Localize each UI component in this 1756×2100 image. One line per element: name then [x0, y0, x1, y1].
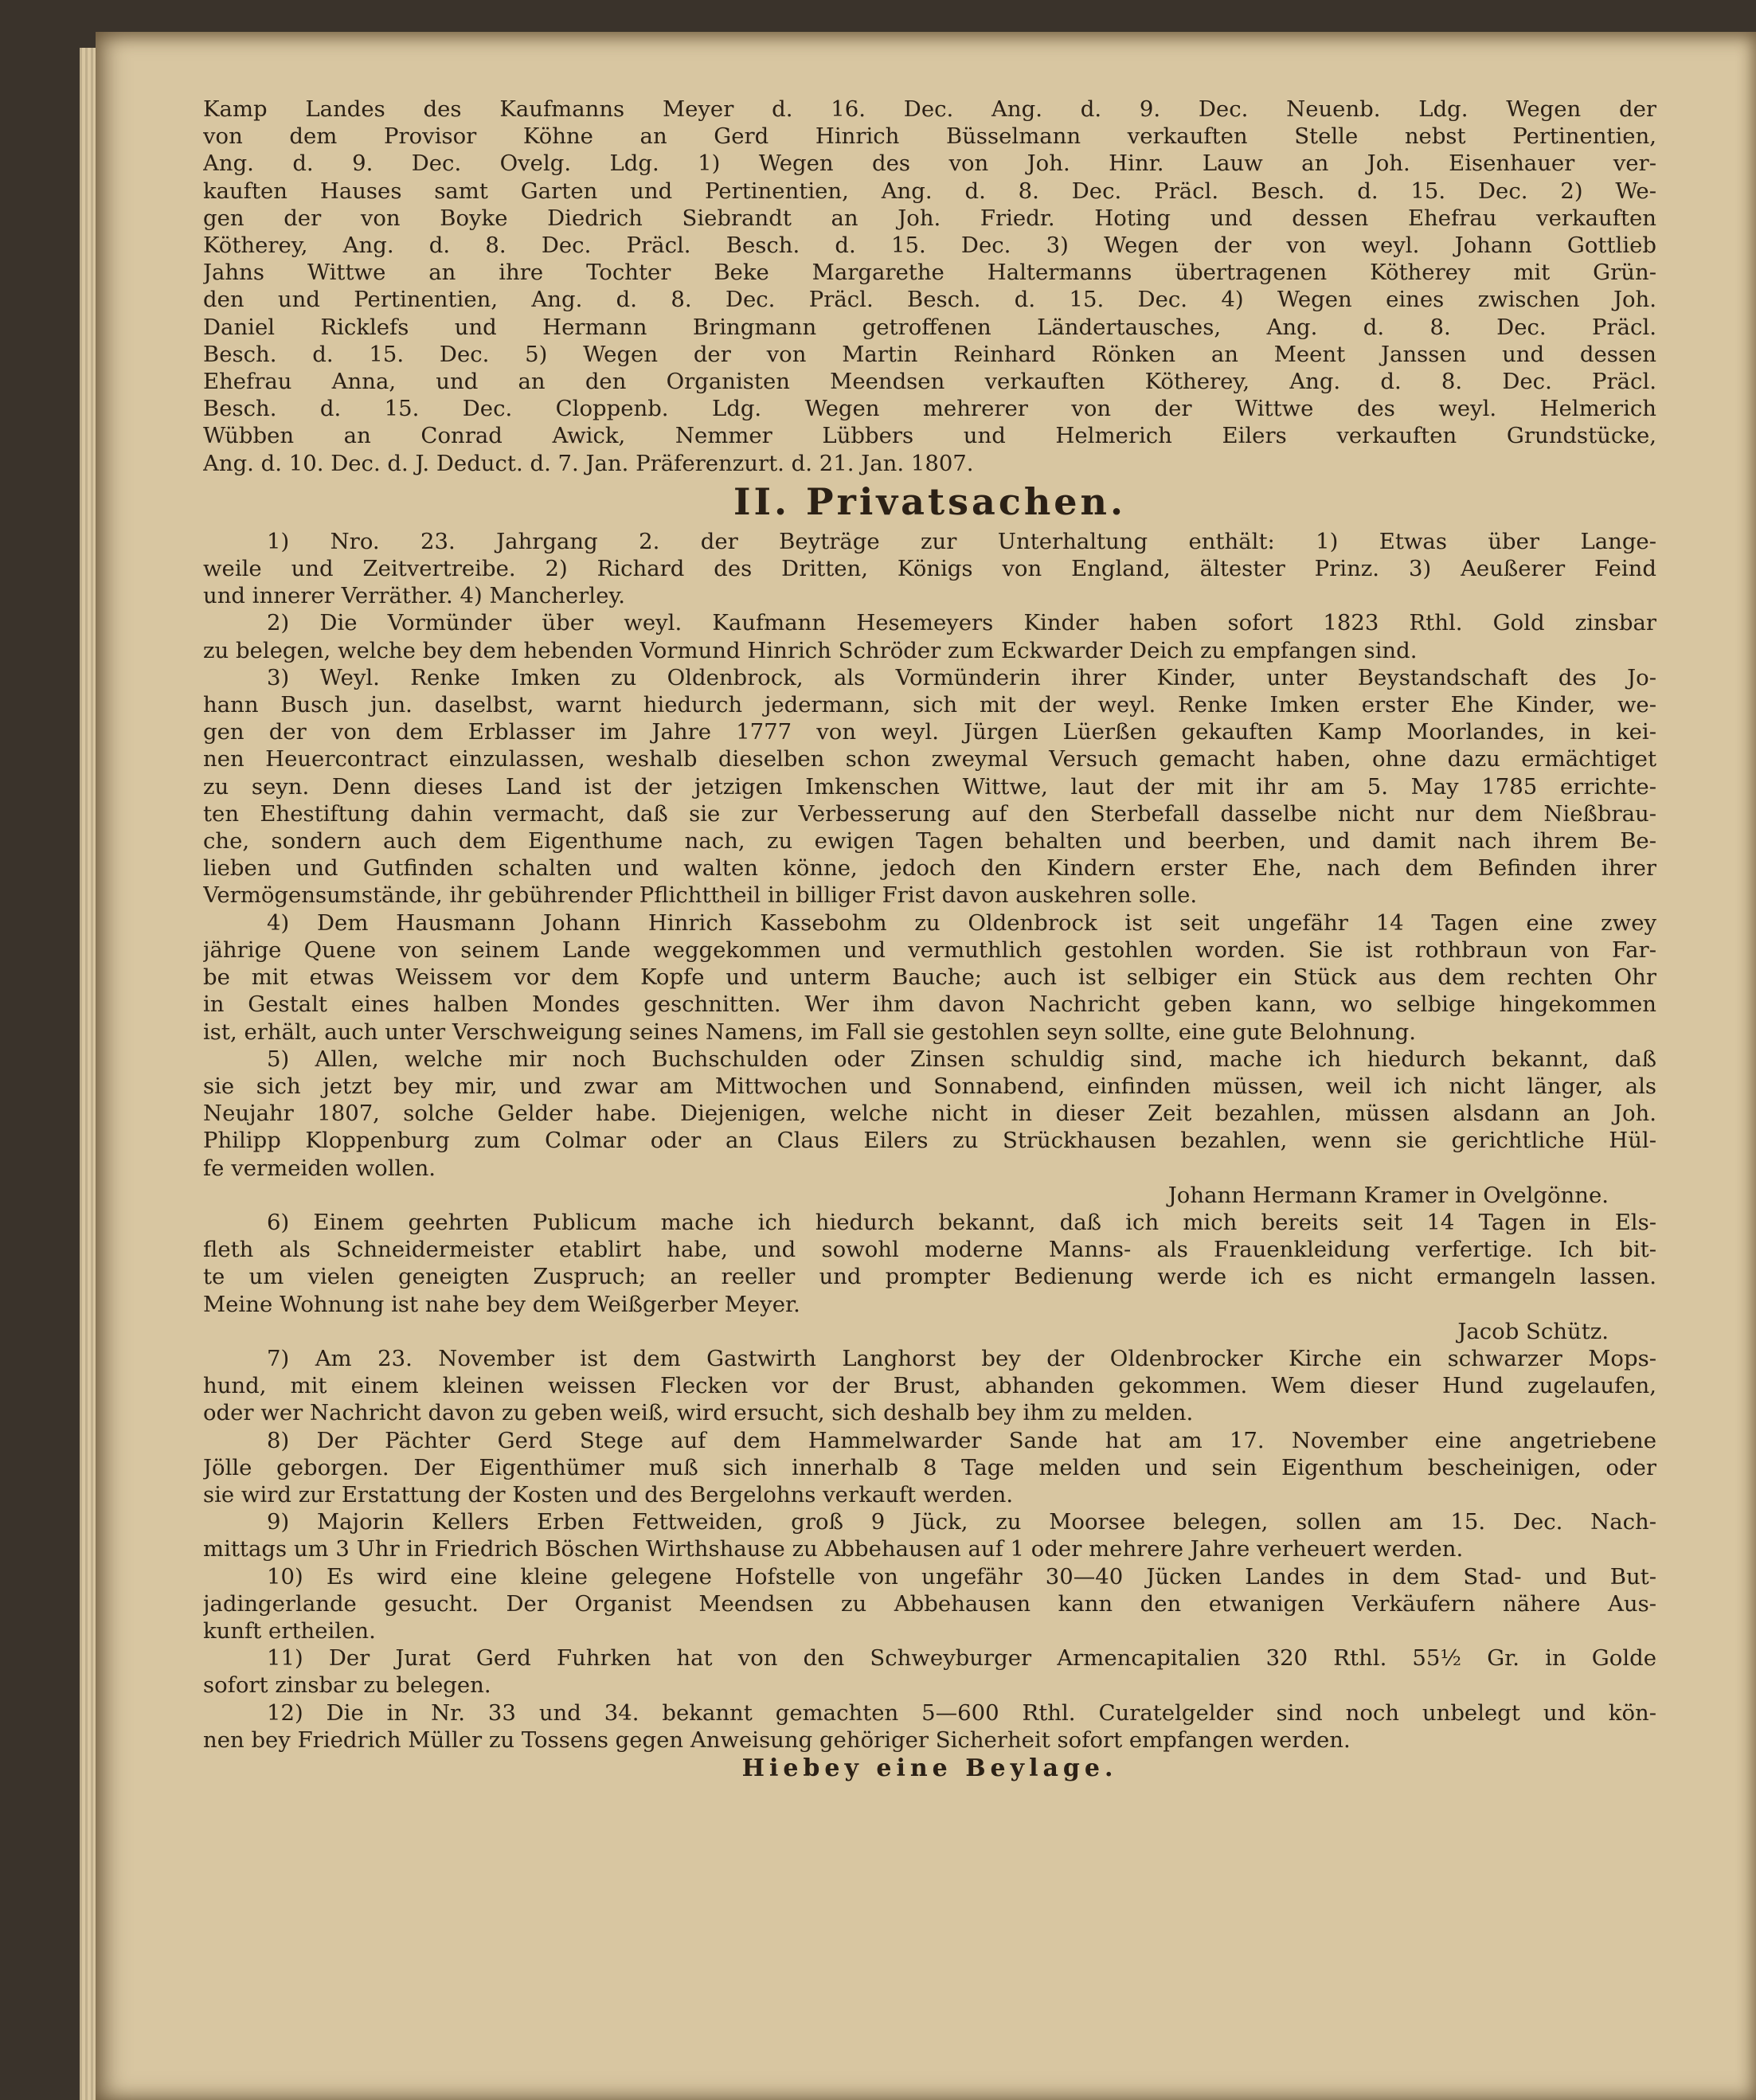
text-line: Kamp Landes des Kaufmanns Meyer d. 16. Dec. Ang. d. 9. Dec. Neuenb. Ldg. Wegen der: [203, 96, 1656, 122]
text-line: Daniel Ricklefs und Hermann Bringmann getroffenen Ländertausches, Ang. d. 8. Dec. Präcl.: [203, 314, 1656, 340]
text-line: lieben und Gutfinden schalten und walten könne, jedoch den Kindern erster Ehe, nach dem Befinden ihrer: [203, 855, 1656, 882]
text-line: in Gestalt eines halben Mondes geschnitten. Wer ihm davon Nachricht geben kann, wo selbige hingekommen: [203, 991, 1656, 1018]
signature: Johann Hermann Kramer in Ovelgönne.: [1167, 1182, 1609, 1208]
public-notices: [203, 96, 1656, 477]
text-line: 9) Majorin Kellers Erben Fettweiden, groß 9 Jück, zu Moorsee belegen, sollen am 15. Dec. Nach-: [267, 1509, 1656, 1535]
text-line: nen bey Friedrich Müller zu Tossens gegen Anweisung gehöriger Sicherheit sofort empfangen werden.: [203, 1727, 1351, 1753]
text-line: sie wird zur Erstattung der Kosten und des Bergelohns verkauft werden.: [203, 1481, 1014, 1508]
text-line: ist, erhält, auch unter Verschweigung seines Namens, im Fall sie gestohlen seyn sollte, eine gute Belohnung.: [203, 1019, 1416, 1045]
text-line: 6) Einem geehrten Publicum mache ich hiedurch bekannt, daß ich mich bereits seit 14 Tagen in Els-: [267, 1209, 1656, 1235]
text-line: jährige Quene von seinem Lande weggekommen und vermuthlich gestohlen worden. Sie ist rothbraun von Far-: [203, 937, 1656, 963]
text-line: Meine Wohnung ist nahe bey dem Weißgerber Meyer.: [203, 1291, 800, 1317]
text-line: 3) Weyl. Renke Imken zu Oldenbrock, als Vormünderin ihrer Kinder, unter Beystandschaft des Jo-: [267, 664, 1656, 690]
text-line: zu belegen, welche bey dem hebenden Vormund Hinrich Schröder zum Eckwarder Deich zu empfangen sind.: [203, 637, 1418, 663]
text-line: Jölle geborgen. Der Eigenthümer muß sich innerhalb 8 Tage melden und sein Eigenthum bescheinigen, oder: [203, 1454, 1656, 1480]
text-line: hund, mit einem kleinen weissen Flecken vor der Brust, abhanden gekommen. Wem dieser Hund zugelaufen,: [203, 1373, 1656, 1399]
text-line: oder wer Nachricht davon zu geben weiß, wird ersucht, sich deshalb bey ihm zu melden.: [203, 1400, 1194, 1426]
text-line: von dem Provisor Köhne an Gerd Hinrich Büsselmann verkauften Stelle nebst Pertinentien,: [203, 123, 1656, 150]
text-line: gen der von Boyke Diedrich Siebrandt an Joh. Friedr. Hoting und dessen Ehefrau verkauften: [203, 205, 1656, 231]
text-line: che, sondern auch dem Eigenthume nach, zu ewigen Tagen behalten und beerben, und damit nach ihrem Be-: [203, 828, 1656, 854]
text-line: Ang. d. 9. Dec. Ovelg. Ldg. 1) Wegen des von Joh. Hinr. Lauw an Joh. Eisenhauer ver-: [203, 151, 1656, 177]
text-line: sofort zinsbar zu belegen.: [203, 1672, 491, 1699]
private-notices: [203, 528, 1656, 1754]
text-line: Ehefrau Anna, und an den Organisten Meendsen verkauften Kötherey, Ang. d. 8. Dec. Präcl.: [203, 369, 1656, 395]
text-line: fe vermeiden wollen.: [203, 1155, 436, 1181]
text-line: 7) Am 23. November ist dem Gastwirth Langhorst bey der Oldenbrocker Kirche ein schwarzer Mops-: [267, 1345, 1656, 1371]
text-line: Neujahr 1807, solche Gelder habe. Diejenigen, welche nicht in dieser Zeit bezahlen, müssen alsdann an Joh.: [203, 1101, 1656, 1127]
signature: Jacob Schütz.: [1457, 1318, 1609, 1344]
text-line: Besch. d. 15. Dec. 5) Wegen der von Martin Reinhard Rönken an Meent Janssen und dessen: [203, 341, 1656, 367]
text-line: Philipp Kloppenburg zum Colmar oder an Claus Eilers zu Strückhausen bezahlen, wenn sie gerichtliche Hül-: [203, 1128, 1656, 1154]
text-line: kauften Hauses samt Garten und Pertinentien, Ang. d. 8. Dec. Präcl. Besch. d. 15. Dec. 2) We-: [203, 178, 1656, 204]
text-line: 4) Dem Hausmann Johann Hinrich Kassebohm zu Oldenbrock ist seit ungefähr 14 Tagen eine zwey: [267, 909, 1656, 936]
text-line: gen der von dem Erblasser im Jahre 1777 von weyl. Jürgen Lüerßen gekauften Kamp Moorlandes, in kei-: [203, 719, 1656, 745]
closing-note: Hiebey eine Beylage.: [741, 1754, 1118, 1782]
text-line: 2) Die Vormünder über weyl. Kaufmann Hesemeyers Kinder haben sofort 1823 Rthl. Gold zinsbar: [267, 610, 1656, 636]
text-line: mittags um 3 Uhr in Friedrich Böschen Wirthshause zu Abbehausen auf 1 oder mehrere Jahre verheuert werden.: [203, 1536, 1464, 1562]
text-line: sie sich jetzt bey mir, und zwar am Mittwochen und Sonnabend, einfinden müssen, weil ich nicht länger, als: [203, 1073, 1656, 1099]
text-line: kunft ertheilen.: [203, 1617, 376, 1644]
text-line: Besch. d. 15. Dec. Cloppenb. Ldg. Wegen mehrerer von der Wittwe des weyl. Helmerich: [203, 396, 1656, 422]
text-line: 12) Die in Nr. 33 und 34. bekannt gemachten 5—600 Rthl. Curatelgelder sind noch unbelegt und kön-: [267, 1699, 1656, 1726]
text-line: zu seyn. Denn dieses Land ist der jetzigen Imkenschen Wittwe, laut der mit ihr am 5. May 1785 errichte-: [203, 773, 1656, 800]
text-line: jadingerlande gesucht. Der Organist Meendsen zu Abbehausen kann den etwanigen Verkäufern nähere Aus-: [203, 1590, 1656, 1617]
text-line: 8) Der Pächter Gerd Stege auf dem Hammelwarder Sande hat am 17. November eine angetriebene: [267, 1427, 1656, 1453]
text-line: ten Ehestiftung dahin vermacht, daß sie zur Verbesserung auf den Sterbefall dasselbe nicht nur dem Nießbrau-: [203, 800, 1656, 827]
text-line: Jahns Wittwe an ihre Tochter Beke Margarethe Haltermanns übertragenen Kötherey mit Grün-: [203, 260, 1656, 286]
text-line: und innerer Verräther. 4) Mancherley.: [203, 583, 625, 609]
text-line: 10) Es wird eine kleine gelegene Hofstelle von ungefähr 30—40 Jücken Landes in dem Stad- und But-: [267, 1563, 1656, 1590]
text-line: Vermögensumstände, ihr gebührender Pflichttheil in billiger Frist davon auskehren solle.: [203, 882, 1198, 909]
text-line: fleth als Schneidermeister etablirt habe, und sowohl moderne Manns- als Frauenkleidung verfertige. Ich bit-: [203, 1237, 1656, 1263]
text-line: te um vielen geneigten Zuspruch; an reeller und prompter Bedienung werde ich es nicht ermangeln lassen.: [203, 1264, 1656, 1290]
text-line: weile und Zeitvertreibe. 2) Richard des Dritten, Königs von England, ältester Prinz. 3) Aeußerer Feind: [203, 556, 1656, 582]
text-line: den und Pertinentien, Ang. d. 8. Dec. Präcl. Besch. d. 15. Dec. 4) Wegen eines zwischen Joh.: [203, 287, 1656, 313]
text-line: 11) Der Jurat Gerd Fuhrken hat von den Schweyburger Armencapitalien 320 Rthl. 55½ Gr. in Golde: [267, 1645, 1656, 1672]
text-line: 5) Allen, welche mir noch Buchschulden oder Zinsen schuldig sind, mache ich hiedurch bekannt, daß: [267, 1046, 1656, 1072]
text-line: Ang. d. 10. Dec. d. J. Deduct. d. 7. Jan. Präferenzurt. d. 21. Jan. 1807.: [203, 450, 974, 476]
text-line: 1) Nro. 23. Jahrgang 2. der Beyträge zur Unterhaltung enthält: 1) Etwas über Lange-: [267, 528, 1656, 554]
text-line: nen Heuercontract einzulassen, weshalb dieselben schon zweymal Versuch gemacht haben, ohne dazu ermächtiget: [203, 746, 1656, 772]
text-line: Kötherey, Ang. d. 8. Dec. Präcl. Besch. d. 15. Dec. 3) Wegen der von weyl. Johann Gottlieb: [203, 233, 1656, 259]
page-text: [203, 96, 1656, 1782]
text-line: hann Busch jun. daselbst, warnt hiedurch jedermann, sich mit der weyl. Renke Imken erster Ehe Kinder, we-: [203, 692, 1656, 718]
section-heading: II. Privatsachen.: [733, 479, 1127, 523]
text-line: be mit etwas Weissem vor dem Kopfe und unterm Bauche; auch ist selbiger ein Stück aus dem rechten Ohr: [203, 964, 1656, 991]
text-line: Wübben an Conrad Awick, Nemmer Lübbers und Helmerich Eilers verkauften Grundstücke,: [203, 423, 1656, 449]
